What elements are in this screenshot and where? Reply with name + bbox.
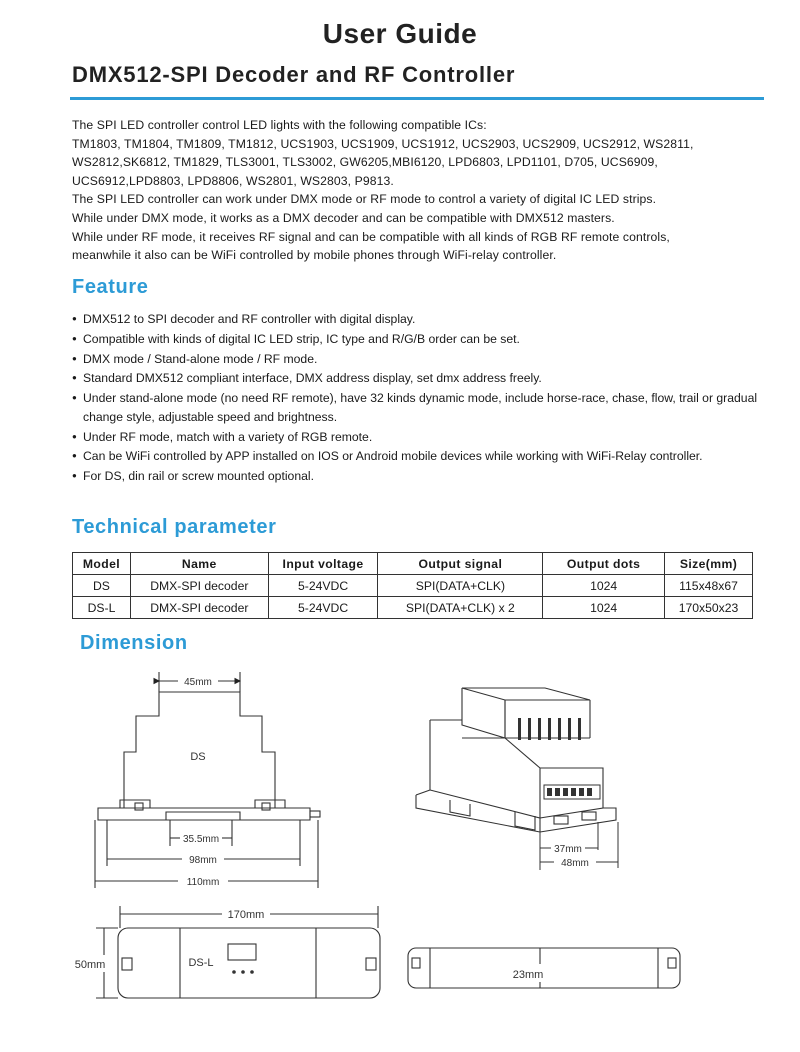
table-cell: DS-L [73,597,131,619]
ds-iso-drawing [416,688,616,832]
dim-label-top: 45mm [184,677,212,688]
ds-iso-vents [518,718,600,799]
intro-line: The SPI LED controller can work under DMX mode or RF mode to control a variety of digital IC LED strips. [72,192,657,207]
feature-item: ● Under stand-alone mode (no need RF remote), have 32 kinds dynamic mode, include horse-race, chase, flow, trail or gradual change style, adjustable speed and brightness. [72,389,772,426]
table-cell: 5-24VDC [268,575,378,597]
intro-line: While under DMX mode, it works as a DMX decoder and can be compatible with DMX512 masters. [72,210,615,225]
table-cell: DS [73,575,131,597]
column-header: Name [130,553,268,575]
intro-line: UCS6912,LPD8803, LPD8806, WS2801, WS2803, P9813. [72,173,394,188]
column-header: Output dots [543,553,665,575]
feature-heading: Feature [72,276,149,298]
column-header: Output signal [378,553,543,575]
table-cell: 1024 [543,597,665,619]
dsl-front-label: DS-L [188,957,214,969]
dsl-buttons [232,970,254,974]
ds-front-label: DS [190,751,206,763]
dim-label-depth-a: 37mm [554,844,582,855]
table-cell: SPI(DATA+CLK) [378,575,543,597]
feature-item: ● DMX mode / Stand-alone mode / RF mode. [72,350,772,369]
dsl-side-drawing [408,948,680,988]
intro-line: meanwhile it also can be WiFi controlled by mobile phones through WiFi-relay controller. [72,248,557,263]
feature-item: ● Can be WiFi controlled by APP installed on IOS or Android mobile devices while working with WiFi-Relay controller. [72,447,772,466]
page-title: User Guide [322,18,478,49]
feature-item: ● Under RF mode, match with a variety of RGB remote. [72,428,772,447]
feature-item: ● Compatible with kinds of digital IC LED strip, IC type and R/G/B order can be set. [72,330,772,349]
page-subtitle: DMX512-SPI Decoder and RF Controller [72,62,516,87]
table-cell: 115x48x67 [665,575,753,597]
table-cell: 1024 [543,575,665,597]
intro-line: WS2812,SK6812, TM1829, TLS3001, TLS3002, GW6205,MBI6120, LPD6803, LPD1101, D705, UCS6909, [72,155,658,170]
dimension-heading: Dimension [80,632,188,654]
table-cell: 170x50x23 [665,597,753,619]
column-header: Model [73,553,131,575]
table-cell: DMX-SPI decoder [130,597,268,619]
column-header: Size(mm) [665,553,753,575]
table-cell: DMX-SPI decoder [130,575,268,597]
table-cell: 5-24VDC [268,597,378,619]
table-cell: SPI(DATA+CLK) x 2 [378,597,543,619]
dim-label-thickness: 23mm [512,969,544,981]
feature-item: ● Standard DMX512 compliant interface, DMX address display, set dmx address freely. [72,369,772,388]
dim-label-mid: 98mm [189,855,217,866]
intro-line: While under RF mode, it receives RF signal and can be compatible with all kinds of RGB RF remote controls, [72,229,670,244]
dim-label-length: 170mm [227,909,265,921]
dim-label-depth-b: 48mm [561,858,589,869]
feature-item: ● For DS, din rail or screw mounted optional. [72,467,772,486]
intro-line: The SPI LED controller control LED lights with the following compatible ICs: [72,118,487,132]
feature-item: ● DMX512 to SPI decoder and RF controller with digital display. [72,310,772,329]
column-header: Input voltage [268,553,378,575]
dim-label-inner: 35.5mm [182,834,220,845]
intro-line: TM1803, TM1804, TM1809, TM1812, UCS1903, UCS1909, UCS1912, UCS2903, UCS2909, UCS2912, WS2811, [72,136,694,151]
dim-label-total: 110mm [186,877,220,888]
dim-label-height: 50mm [74,959,106,971]
tech-heading: Technical parameter [72,516,277,538]
